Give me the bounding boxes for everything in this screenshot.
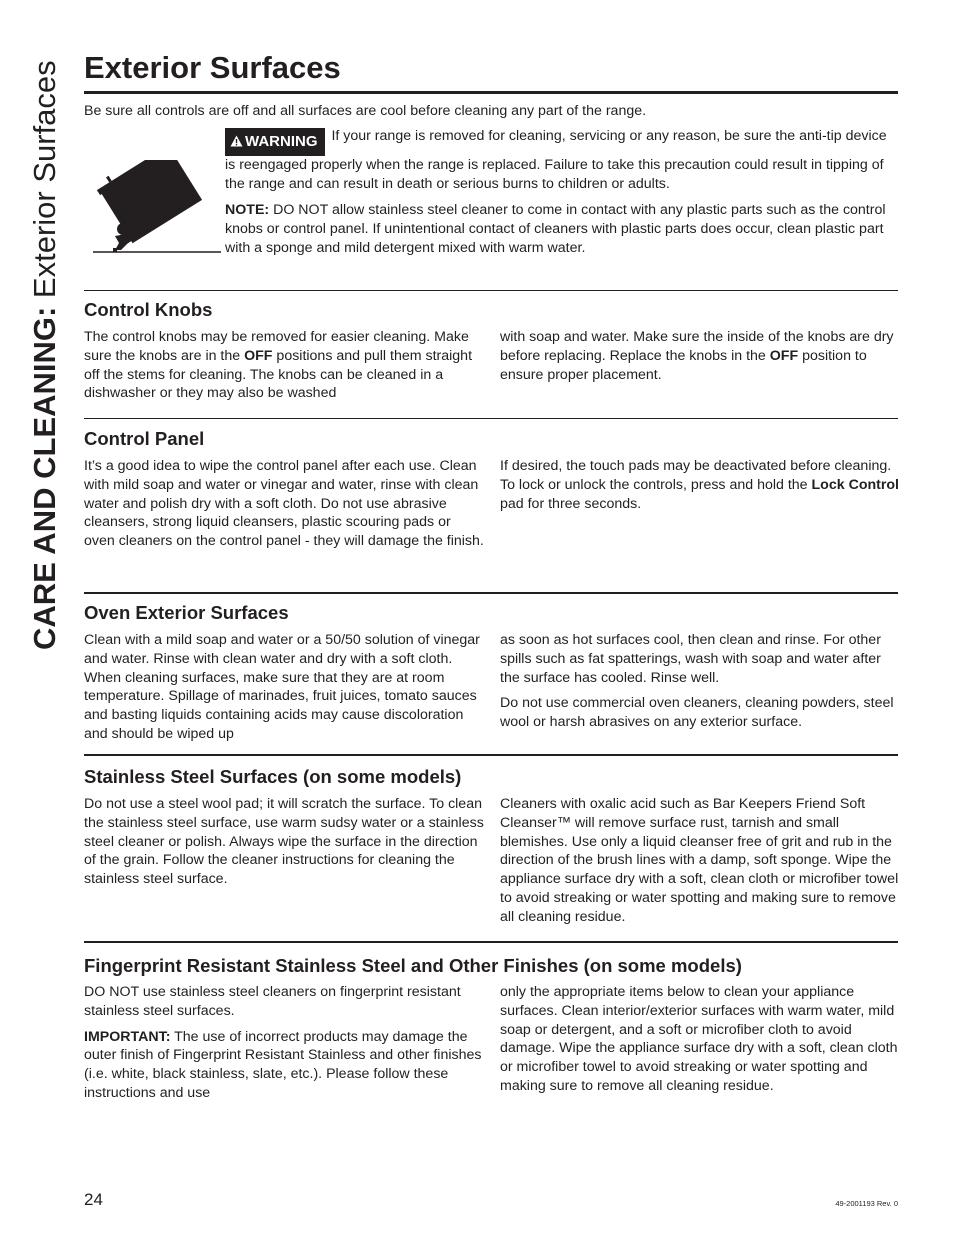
control-knobs-right-text-a: with soap and water. Make sure the inside of the knobs are dry before replacing. Replace the knobs in the bbox=[500, 329, 894, 364]
oven-exterior-right-column bbox=[500, 631, 900, 732]
tip-over-warning-illustration bbox=[93, 160, 221, 256]
intro-text: Be sure all controls are off and all surfaces are cool before cleaning any part of the range. bbox=[84, 103, 647, 119]
side-tab bbox=[27, 58, 63, 650]
control-panel-left-text: It’s a good idea to wipe the control panel after each use. Clean with mild soap and water or vinegar and water, rinse with clean water and polish dry with a soft cloth. Do not use abrasive cleansers, strong liquid cleansers, plastic scouring pads or oven cleaners on the control panel - they will damage the finish. bbox=[84, 458, 484, 550]
stainless-left-column bbox=[84, 795, 484, 889]
control-panel-left-column bbox=[84, 457, 484, 551]
control-knobs-left-off: OFF bbox=[244, 347, 273, 364]
section-title-oven-exterior: Oven Exterior Surfaces bbox=[84, 602, 289, 623]
section-title-fingerprint-resistant: Fingerprint Resistant Stainless Steel and Other Finishes (on some models) bbox=[84, 955, 742, 976]
fingerprint-left-text-1: DO NOT use stainless steel cleaners on fingerprint resistant stainless steel surfaces. bbox=[84, 984, 461, 1019]
document-number: 49-2001193 Rev. 0 bbox=[835, 1199, 898, 1208]
title-rule bbox=[84, 91, 898, 94]
section-title-control-panel: Control Panel bbox=[84, 428, 205, 449]
section-divider bbox=[84, 592, 898, 594]
warning-block bbox=[225, 127, 895, 258]
stainless-right-text: Cleaners with oxalic acid such as Bar Keepers Friend Soft Cleanser™ will remove surface rust, tarnish and small blemishes. Use only a liquid cleanser free of grit and rub in the direction of the brush lines with a damp, soft sponge. Wipe the appliance surface dry with a soft, clean cloth or microfiber towel to avoid streaking or water spotting and making sure to remove all cleaning residue. bbox=[500, 796, 899, 925]
oven-exterior-right-text-1: as soon as hot surfaces cool, then clean and rinse. For other spills such as fat spatterings, wash with soap and water after the surface has cooled. Rinse well. bbox=[500, 632, 881, 686]
section-divider bbox=[84, 941, 898, 943]
fingerprint-left-text-2: The use of incorrect products may damage the outer finish of Fingerprint Resistant Stainless and other finishes (i.e. white, black stainless, slate, etc.). Please follow these instructions and use bbox=[84, 1028, 482, 1101]
oven-exterior-left-column bbox=[84, 631, 484, 744]
section-divider bbox=[84, 290, 898, 291]
control-knobs-right-column bbox=[500, 328, 900, 384]
control-panel-lock-control: Lock Control bbox=[811, 476, 900, 493]
fingerprint-left-column bbox=[84, 983, 484, 1103]
warning-badge-label: WARNING bbox=[245, 133, 318, 150]
warning-triangle-icon bbox=[230, 135, 243, 147]
note-paragraph bbox=[225, 201, 895, 258]
control-panel-right-text-a: If desired, the touch pads may be deactivated before cleaning. To lock or unlock the controls, press and hold the bbox=[500, 458, 892, 493]
page-title: Exterior Surfaces bbox=[84, 50, 341, 85]
control-panel-right-column bbox=[500, 457, 900, 513]
warning-badge bbox=[225, 128, 325, 156]
control-knobs-right-off: OFF bbox=[769, 347, 799, 364]
side-tab-light: Exterior Surfaces bbox=[27, 60, 62, 307]
oven-exterior-left-text: Clean with a mild soap and water or a 50/50 solution of vinegar and water. Rinse with clean water and dry with a soft cloth. When cleaning surfaces, make sure that they are at room temperature. Spillage of marinades, fruit juices, tomato sauces and basting liquids containing acids may cause discoloration and should be wiped up bbox=[84, 632, 480, 742]
oven-exterior-right-text-2: Do not use commercial oven cleaners, cleaning powders, steel wool or harsh abrasives on any exterior surface. bbox=[500, 695, 894, 731]
control-knobs-left-text-a: The control knobs may be removed for easier cleaning. Make sure the knobs are in the bbox=[84, 329, 469, 364]
side-tab-bold: CARE AND CLEANING: bbox=[27, 306, 62, 650]
warning-text: If your range is removed for cleaning, servicing or any reason, be sure the anti-tip device is reengaged properly when the range is replaced. Failure to take this precaution could result in tipping of the range and can result in death or serious burns to children or adults. bbox=[225, 128, 887, 192]
section-title-control-knobs: Control Knobs bbox=[84, 299, 213, 320]
stainless-left-text: Do not use a steel wool pad; it will scratch the surface. To clean the stainless steel surface, use warm sudsy water or a stainless steel cleaner or polish. Always wipe the surface in the direction of the grain. Follow the cleaner instructions for cleaning the stainless steel surface. bbox=[84, 796, 484, 888]
page-number: 24 bbox=[84, 1190, 103, 1209]
fingerprint-right-column bbox=[500, 983, 900, 1096]
note-text: DO NOT allow stainless steel cleaner to come in contact with any plastic parts such as the control knobs or control panel. If unintentional contact of cleaners with plastic parts does occur, clean plastic part with a sponge and mild detergent mixed with warm water. bbox=[225, 202, 886, 256]
section-divider bbox=[84, 418, 898, 419]
note-label: NOTE: bbox=[225, 202, 270, 218]
section-title-stainless-steel: Stainless Steel Surfaces (on some models) bbox=[84, 766, 462, 787]
control-knobs-right-text-b: position to ensure proper placement. bbox=[500, 347, 867, 383]
control-knobs-left-column bbox=[84, 328, 484, 403]
stainless-right-column bbox=[500, 795, 900, 927]
control-panel-right-text-b: pad for three seconds. bbox=[500, 495, 642, 512]
section-divider bbox=[84, 754, 898, 756]
fingerprint-important-label: IMPORTANT: bbox=[84, 1028, 171, 1045]
control-knobs-left-text-b: positions and pull them straight off the stems for cleaning. The knobs can be cleaned in a dishwasher or they may also be washed bbox=[84, 347, 473, 402]
fingerprint-right-text: only the appropriate items below to clean your appliance surfaces. Clean interior/exterior surfaces with warm water, mild soap or detergent, and a soft or microfiber cloth to avoid damage. Wipe the appliance surface dry with a soft, clean cloth or microfiber towel to avoid streaking or water spotting and making sure to remove all cleaning residue. bbox=[500, 984, 898, 1094]
